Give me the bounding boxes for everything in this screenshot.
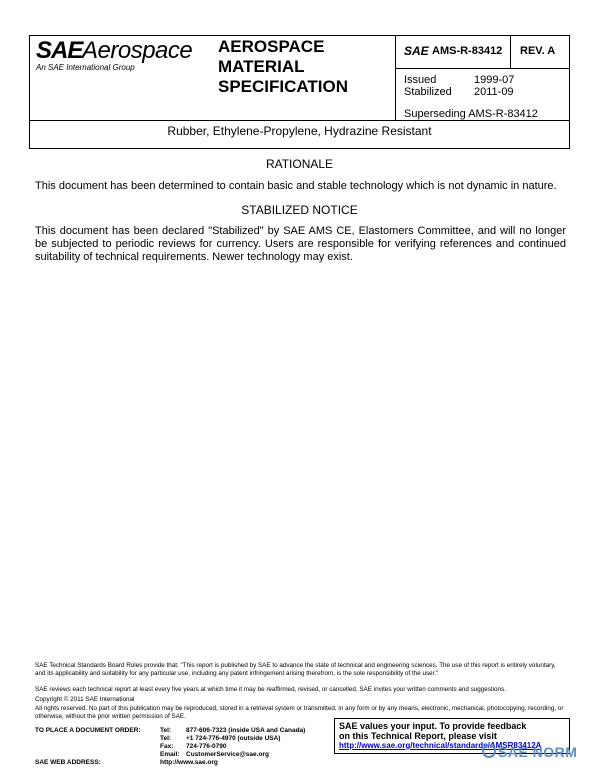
footer-copyright: Copyright © 2011 SAE International xyxy=(35,696,135,703)
issued-value: 1999-07 xyxy=(474,74,515,86)
order-label: TO PLACE A DOCUMENT ORDER: xyxy=(35,727,141,734)
email-value[interactable]: CustomerService@sae.org xyxy=(186,751,269,758)
web-value[interactable]: http://www.sae.org xyxy=(160,759,218,766)
document-type-title xyxy=(218,37,348,97)
stabilized-value: 2011-09 xyxy=(474,86,514,98)
header-divider xyxy=(29,120,570,121)
sae-mark: SAE xyxy=(404,44,429,58)
logo-subtitle: An SAE International Group xyxy=(36,63,135,72)
logo-sae: SAE xyxy=(36,37,83,64)
web-label: SAE WEB ADDRESS: xyxy=(35,759,101,766)
fax-label: Fax: xyxy=(160,743,174,750)
title-line: SPECIFICATION xyxy=(218,77,349,96)
header-divider xyxy=(395,35,396,120)
title-line: MATERIAL xyxy=(218,57,305,76)
rationale-text: This document has been determined to contain basic and stable technology which is not dynamic in nature. xyxy=(35,180,557,192)
tel2-value: +1 724-776-4970 (outside USA) xyxy=(186,735,281,742)
tel2-label: Tel: xyxy=(160,735,172,742)
rationale-heading: RATIONALE xyxy=(265,157,334,171)
issued-label: Issued xyxy=(404,74,437,86)
ams-number: AMS-R-83412 xyxy=(432,45,503,57)
document-subject: Rubber, Ethylene-Propylene, Hydrazine Resistant xyxy=(167,124,432,138)
stabilized-heading: STABILIZED NOTICE xyxy=(241,203,358,217)
title-line: AEROSPACE xyxy=(218,37,325,56)
revision: REV. A xyxy=(520,45,556,57)
footer-review: SAE reviews each technical report at least every five years at which time it may be reaffirmed, revised, or cancelled. SAE invites your written comments and suggestions. xyxy=(35,686,506,693)
tel-value: 877-606-7323 (inside USA and Canada) xyxy=(186,727,306,734)
footer-rules: SAE Technical Standards Board Rules provide that: "This report is published by SAE to advance the state of technical and engineering sciences. The use of this report is entirely voluntary, and its applicability and suitability for any particular use, including any patent infringement arising therefrom, is the sole responsibility of the user." xyxy=(35,662,556,677)
stabilized-text: This document has been declared "Stabilized" by SAE AMS CE, Elastomers Committee, and will no longer be subjected to periodic reviews for currency. Users are responsible for verifying references and continued suitability of technical requirements. Newer technology may exist. xyxy=(35,225,566,263)
email-label: Email: xyxy=(160,751,180,758)
footer-rights: All rights reserved. No part of this publication may be reproduced, stored in a retrieval system or transmitted, in any form or by any means, electronic, mechanical, photocopying, recording, or otherwise, without the prior written permission of SAE. xyxy=(35,705,564,720)
header-divider xyxy=(395,68,570,69)
tel-label: Tel: xyxy=(160,727,172,734)
stabilized-label: Stabilized xyxy=(404,86,452,98)
watermark: SAE NORM xyxy=(498,744,578,760)
feedback-line: on this Technical Report, please visit xyxy=(339,731,497,741)
logo-aerospace: Aerospace xyxy=(82,37,193,64)
superseding: Superseding AMS-R-83412 xyxy=(404,108,538,120)
feedback-link[interactable]: http://www.sae.org/technical/standards/AMSR83412A xyxy=(339,741,542,750)
feedback-line: SAE values your input. To provide feedback xyxy=(339,721,527,731)
fax-value: 724-776-0790 xyxy=(186,743,227,750)
watermark-logo-icon xyxy=(482,744,496,758)
header-divider xyxy=(510,35,511,68)
